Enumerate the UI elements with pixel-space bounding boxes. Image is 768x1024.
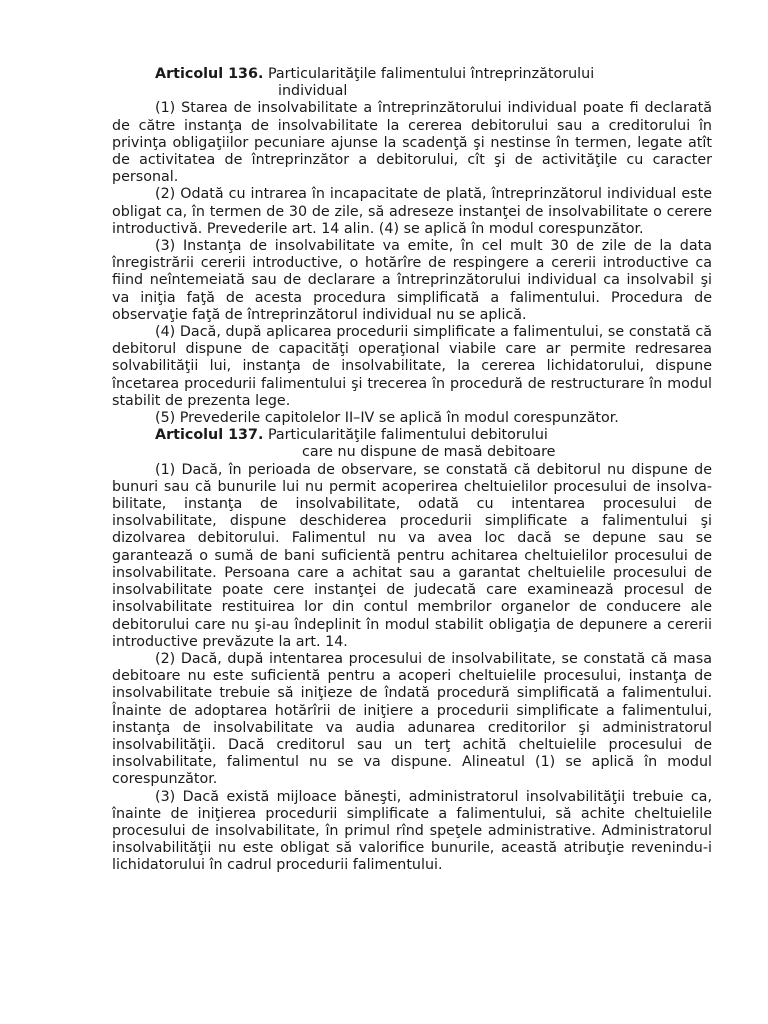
paragraph: (4) Dacă, după aplicarea procedurii simplificate a falimentului, se constată că debitorul dispune de capacităţi operaţional viabile care ar permite redresarea solvabilităţii lui, instanţa de insolvabilitate, la cererea lichidatorului, dispune încetarea procedurii falimentului şi trecerea în procedură de restructurare în modul stabilit de prezenta lege. (112, 324, 712, 409)
paragraph: (3) Dacă există mijloace băneşti, administratorul insolvabilităţii trebuie ca, înainte de iniţierea procedurii simplificate a falimentului, să achite cheltuielile procesului de insolvabilitate, în primul rînd speţele administrative. Administratorul insolvabilităţii nu este obligat să valorifice bunurile, această atribuţie revenindu-i lichidatorului în cadrul procedurii falimentului. (112, 788, 712, 874)
paragraph: (2) Dacă, după intentarea procesului de insolvabilitate, se constată că masa debitoare nu este suficientă pentru a acoperi cheltuielile procesului, instanţa de insolvabilitate trebuie să iniţieze de îndată procedură simplificată a falimentului. Înainte de adoptarea hotărîrii de iniţiere a procedurii simplificate a falimentului, instanţa de insolvabilitate va audia adunarea creditorilor şi administratorul insolvabilităţii. Dacă creditorul sau un terţ achită cheltuielile procesului de insolvabilitate, falimentul nu se va dispune. Alineatul (1) se aplică în modul corespunzător. (112, 650, 712, 788)
article-title-continuation: individual (278, 83, 348, 100)
article-title-continuation: care nu dispune de masă debitoare (302, 444, 556, 461)
paragraph: (5) Prevederile capitolelor II–IV se aplică în modul corespunzător. (155, 410, 619, 427)
article-number: Articolul 136. (155, 66, 264, 82)
article-heading (112, 66, 712, 100)
article-title: Particularităţile falimentului întreprinzătorului (267, 66, 595, 82)
article-137 (112, 427, 712, 874)
article-heading (112, 427, 712, 461)
paragraph: (2) Odată cu intrarea în incapacitate de plată, întreprinzătorul individual este obligat ca, în termen de 30 de zile, să adreseze instanţei de insolvabilitate o cerere introductivă. Prevederile art. 14 alin. (4) se aplică în modul corespunzător. (112, 186, 712, 237)
article-136 (112, 66, 712, 427)
paragraph: (1) Starea de insolvabilitate a întreprinzătorului individual poate fi declarată de către instanţa de insolvabilitate la cererea debitorului sau a creditorului în privinţa obligaţiilor pecuniare ajunse la scadenţă şi nestinse în termen, legate atît de activitatea de întreprinzător a debitorului, cît şi de activităţile cu caracter personal. (112, 100, 712, 186)
paragraph: (3) Instanţa de insolvabilitate va emite, în cel mult 30 de zile de la data înregistrării cererii introductive, o hotărîre de respingere a cererii introductive ca fiind neîntemeiată sau de declarare a întreprinzătorului individual ca insolvabil şi va iniţia faţă de acesta procedura simplificată a falimentului. Procedura de observaţie faţă de întreprinzătorul individual nu se aplică. (112, 238, 712, 323)
article-title: Particularităţile falimentului debitorului (267, 427, 548, 444)
paragraph: (1) Dacă, în perioada de observare, se constată că debitorul nu dispune de bunuri sau că bunurile lui nu permit acoperirea cheltuielilor procesului de insolva-bilitate, instanţa de insolvabilitate, odată cu intentarea procesului de insolvabilitate, dispune deschiderea procedurii simplificate a falimentului şi dizolvarea debitorului. Falimentul nu va avea loc dacă se depune sau se garantează o sumă de bani suficientă pentru achitarea cheltuielilor procesului de insolvabilitate. Persoana care a achitat sau a garantat cheltuielile procesului de insolvabilitate poate cere instanţei de judecată care examinează procesul de insolvabilitate restituirea lor din contul membrilor organelor de conducere ale debitorului care nu şi-au îndeplinit în modul stabilit obligaţia de depunere a cererii introductive prevăzute la art. 14. (112, 461, 712, 650)
document-page (112, 66, 712, 875)
article-number: Articolul 137. (155, 427, 264, 444)
